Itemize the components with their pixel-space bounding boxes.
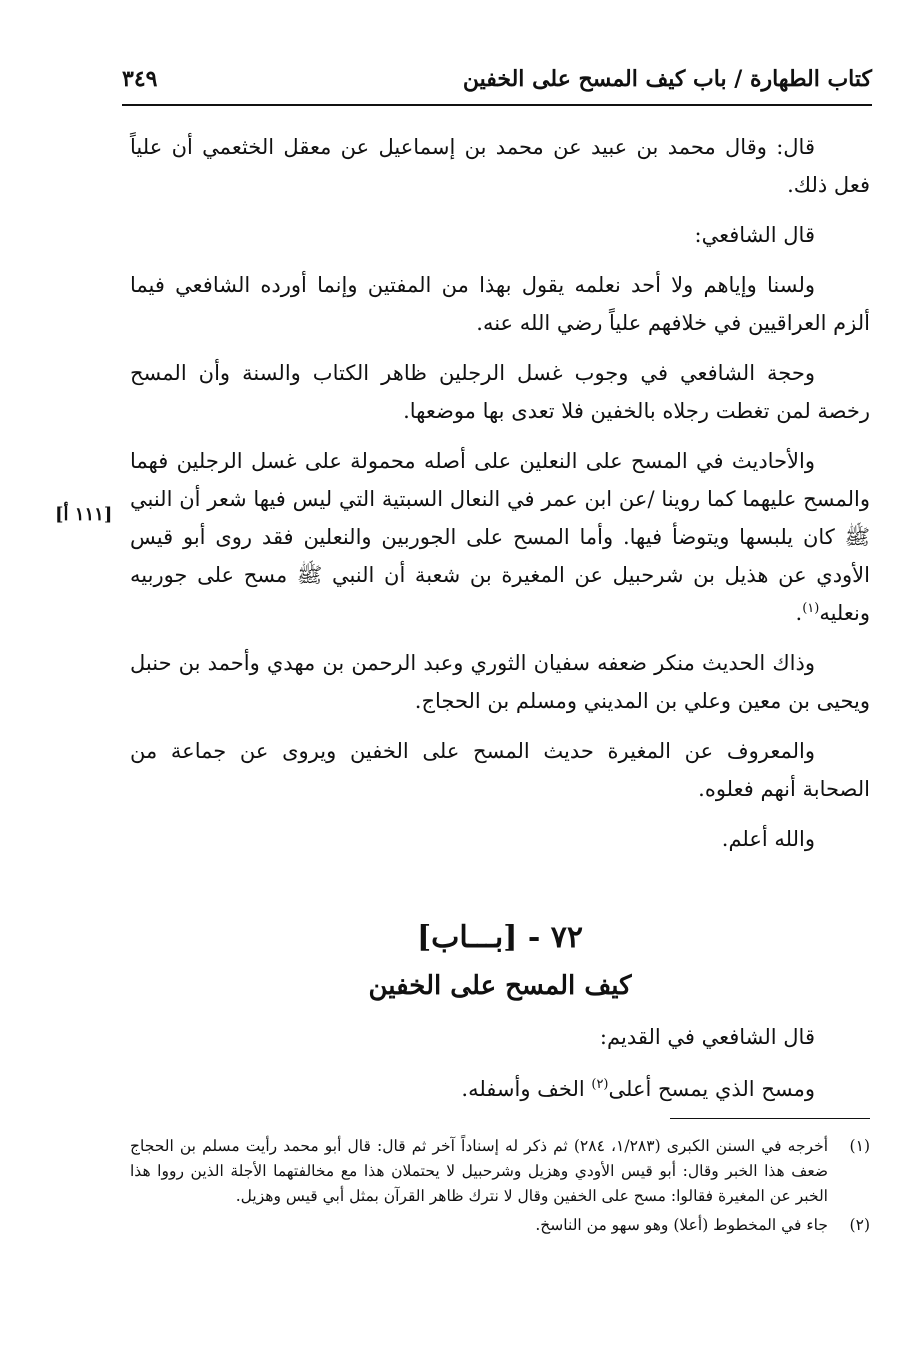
footnote-ref: (٢) — [591, 1077, 609, 1092]
running-header-title: كتاب الطهارة / باب كيف المسح على الخفين — [462, 66, 872, 92]
chapter-text — [130, 1018, 870, 1122]
paragraph: ولسنا وإياهم ولا أحد نعلمه يقول بهذا من المفتين وإنما أورده الشافعي فيما ألزم العراقيين في خلافهم علياً رضي الله عنه. — [130, 273, 870, 335]
paragraph: قال الشافعي: — [694, 223, 815, 247]
header-rule — [122, 104, 872, 106]
footnote-mark: (٢) — [849, 1216, 870, 1234]
main-text — [130, 128, 870, 870]
paragraph-text: الخف وأسفله. — [461, 1077, 592, 1101]
running-header — [122, 62, 872, 102]
manuscript-folio-note: [١١١ أ] — [55, 504, 113, 525]
paragraph: والله أعلم. — [721, 827, 815, 851]
footnote-text: أخرجه في السنن الكبرى (١/٢٨٣، ٢٨٤) ثم ذكر له إسناداً آخر ثم قال: قال أبو محمد رأيت مسلم بن الحجاج ضعف هذا الخبر وقال: أبو قيس الأودي وهزيل وشرحبيل لا يحتملان هذا مع مخالفتهما الأجلة الذين رووا هذا الخبر عن المغيرة فقالوا: مسح على الخفين وقال لا نترك ظاهر القرآن بمثل أبي قيس وهزيل. — [130, 1137, 829, 1205]
paragraph-with-footnote — [130, 1070, 870, 1108]
footnote-ref: (١) — [802, 601, 820, 616]
chapter-heading — [130, 916, 870, 1008]
footnote-text: جاء في المخطوط (أعلا) وهو سهو من الناسخ. — [535, 1216, 828, 1234]
chapter-number: ٧٢ - [بـــاب] — [416, 920, 584, 955]
paragraph: وذاك الحديث منكر ضعفه سفيان الثوري وعبد الرحمن بن مهدي وأحمد بن حنبل ويحيى بن معين وعلي بن المديني ومسلم بن الحجاج. — [130, 651, 870, 713]
paragraph: والمعروف عن المغيرة حديث المسح على الخفين ويروى عن جماعة من الصحابة أنهم فعلوه. — [130, 739, 870, 801]
paragraph: قال: وقال محمد بن عبيد عن محمد بن إسماعيل عن معقل الخثعمي أن علياً فعل ذلك. — [130, 135, 870, 197]
paragraph-with-footnote: والأحاديث في المسح على النعلين على أصله محمولة على غسل الرجلين فهما والمسح عليهما كما روينا /عن ابن عمر في النعال السبتية التي ليس فيها شعر أن النبي ﷺ كان يلبسها ويتوضأ فيها. وأما المسح على الجوربين والنعلين فقد روى أبو قيس الأودي عن هذيل بن شرحبيل عن المغيرة بن شعبة أن النبي ﷺ مسح على جوربيه ونعليه$^{(١)}$. — [130, 449, 870, 625]
paragraph: قال الشافعي في القديم: — [599, 1025, 815, 1049]
page-number: ٣٤٩ — [122, 66, 158, 92]
paragraph-text: والأحاديث في المسح على النعلين على أصله محمولة على غسل الرجلين فهما والمسح عليهما كما روينا /عن ابن عمر في النعال السبتية التي ليس فيها شعر أن النبي ﷺ كان يلبسها ويتوضأ فيها. وأما المسح على الجوربين والنعلين فقد روى أبو قيس الأودي عن هذيل بن شرحبيل عن المغيرة بن شعبة أن النبي ﷺ مسح على جوربيه ونعليه — [130, 449, 870, 625]
chapter-title: كيف المسح على الخفين — [368, 971, 632, 1001]
footnote-mark: (١) — [849, 1137, 870, 1155]
footnote — [130, 1213, 870, 1238]
footnote-rule — [670, 1118, 870, 1119]
footnote — [130, 1134, 870, 1209]
paragraph: وحجة الشافعي في وجوب غسل الرجلين ظاهر الكتاب والسنة وأن المسح رخصة لمن تغطت رجلاه بالخفين فلا تعدى بها موضعها. — [130, 361, 870, 423]
footnotes — [130, 1134, 870, 1242]
paragraph-text: ومسح الذي يمسح أعلى — [608, 1077, 815, 1101]
